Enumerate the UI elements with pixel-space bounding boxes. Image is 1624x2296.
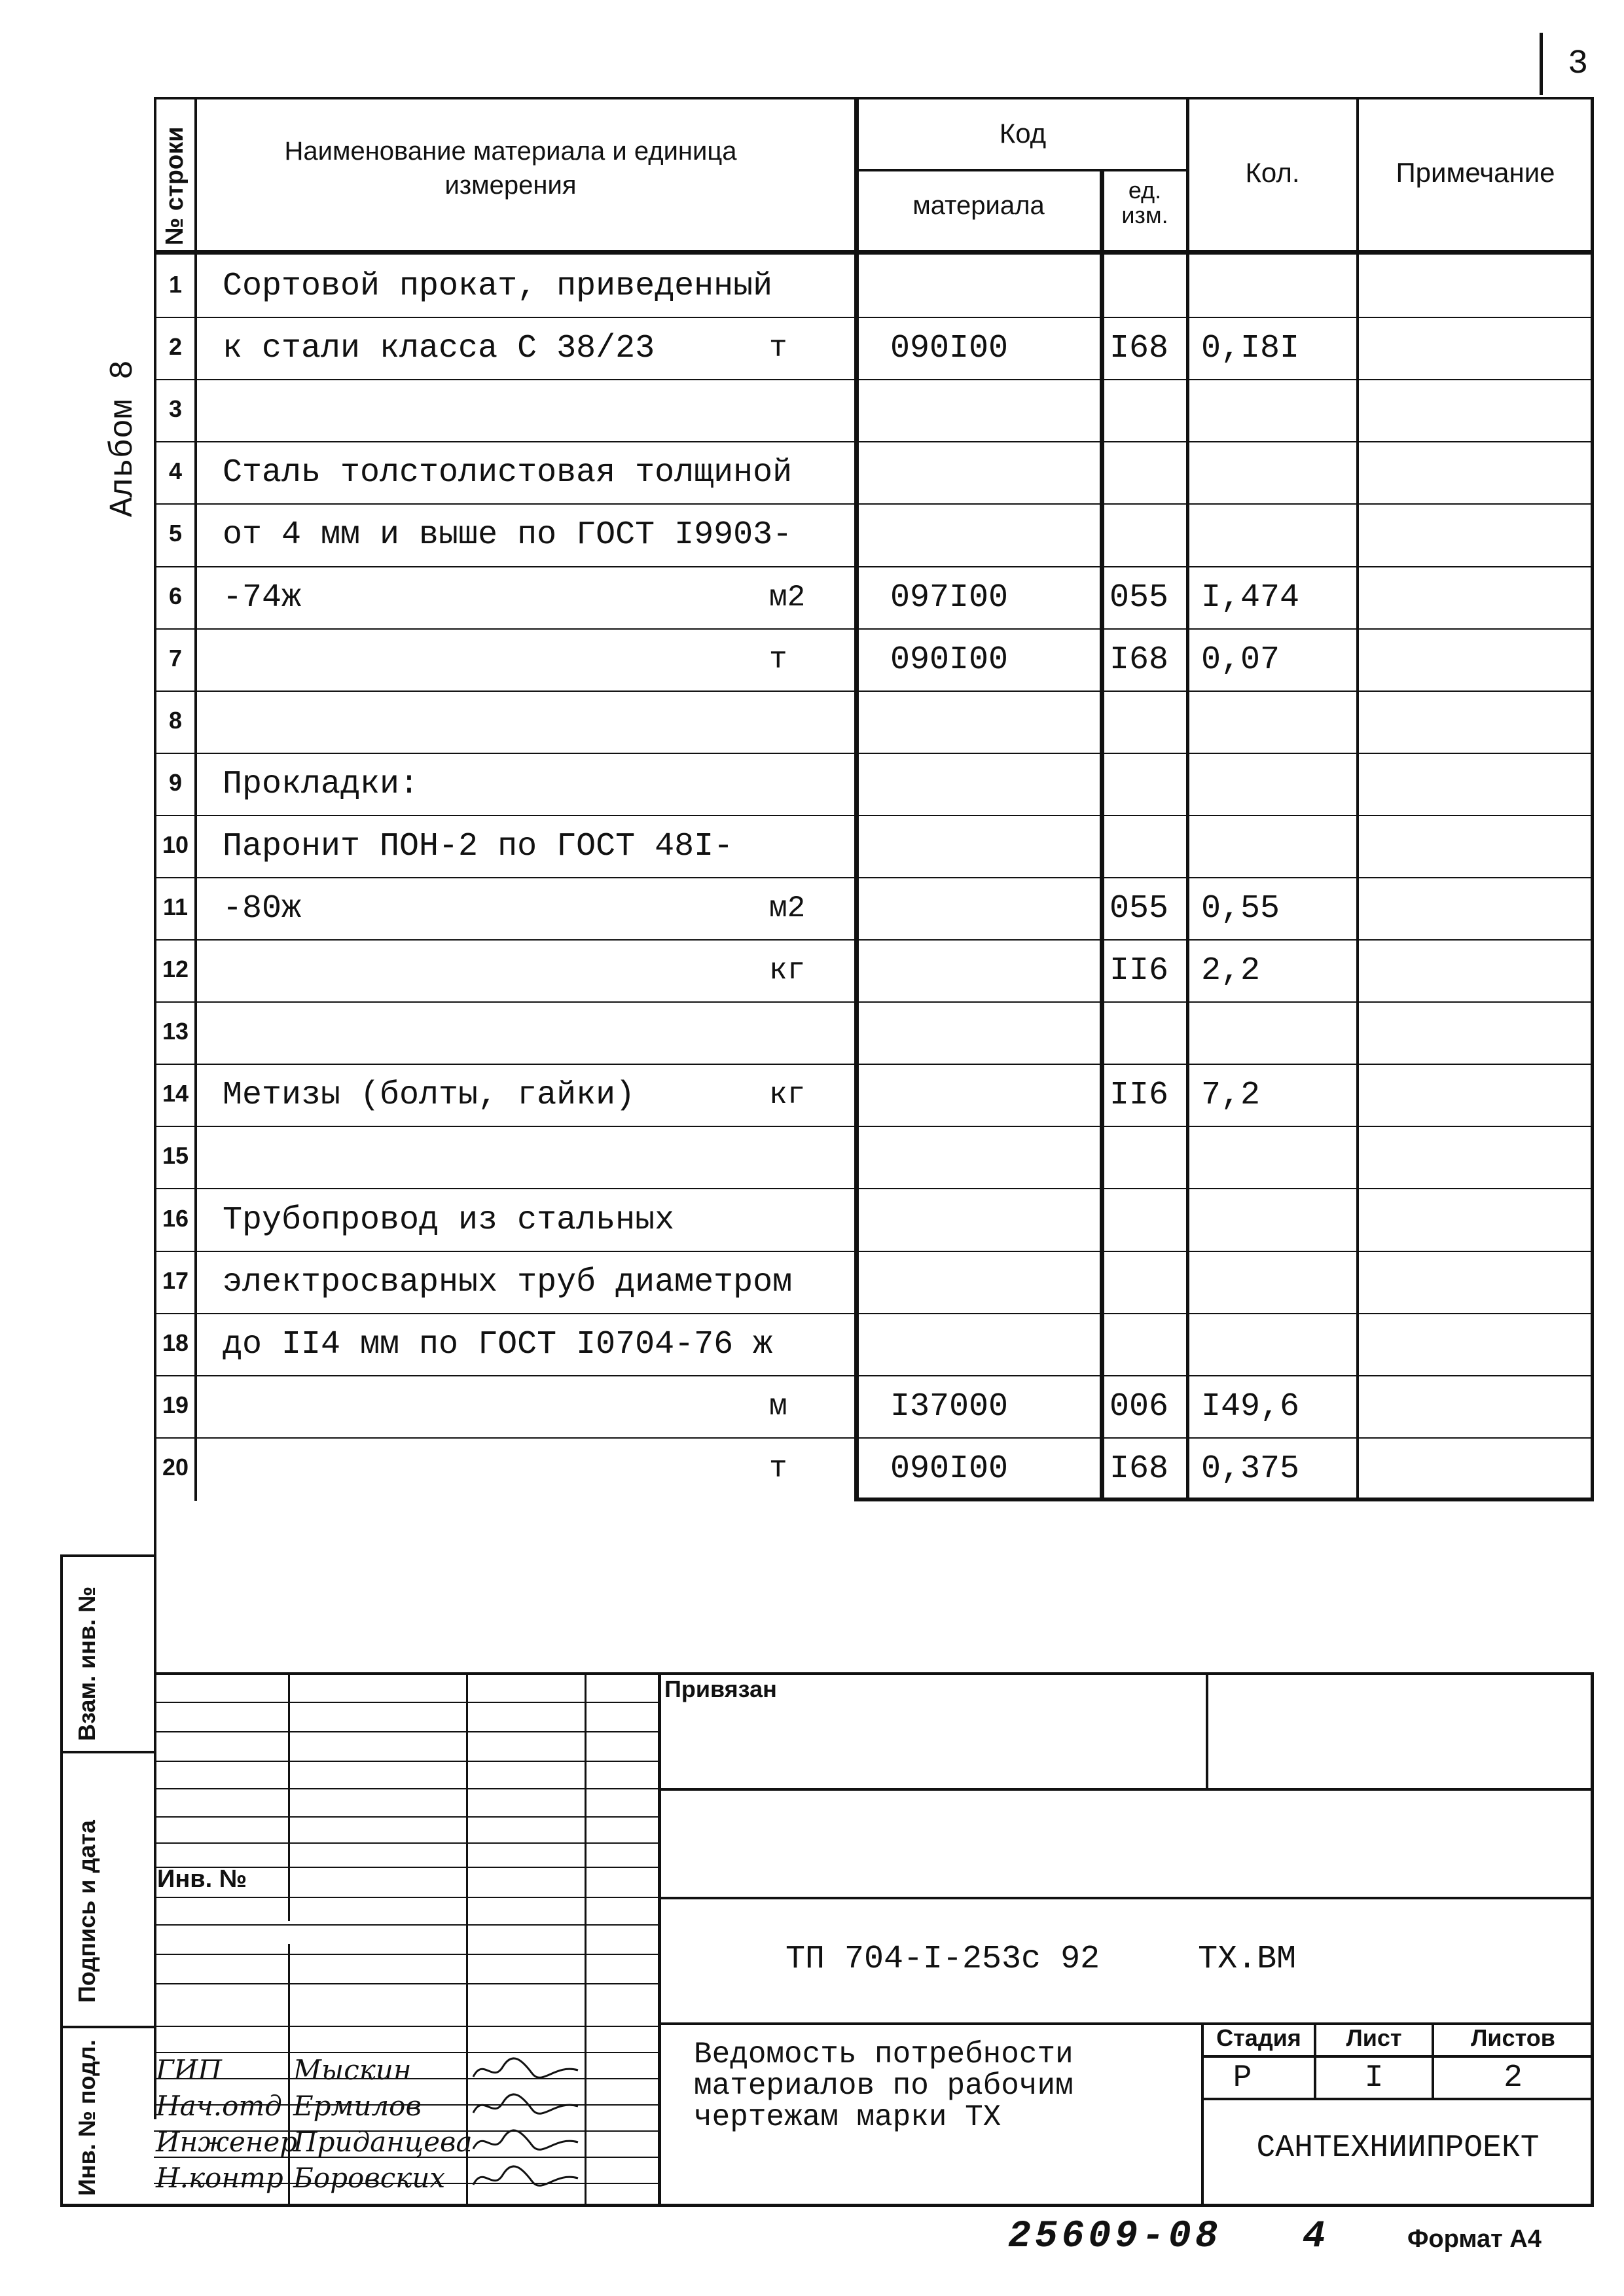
unit-name: м2	[769, 581, 806, 615]
unit-name: т	[769, 1452, 787, 1486]
table-border-right	[1591, 97, 1594, 1501]
header-bottom-line	[154, 250, 1594, 255]
signer-role: ГИП	[156, 2054, 223, 2086]
material-name: от 4 мм и выше по ГОСТ I9903-	[223, 516, 793, 554]
format-label: Формат А4	[1407, 2225, 1542, 2253]
page-number: 3	[1568, 45, 1589, 83]
side-label-inv-podl: Инв. № подл.	[73, 2039, 100, 2196]
unit-name: кг	[769, 954, 806, 988]
signer-name: Ермилов	[293, 2090, 422, 2122]
quantity: 0,I8I	[1201, 330, 1300, 367]
material-code: 090I00	[890, 1450, 1009, 1488]
row-divider	[154, 317, 1594, 318]
quantity: 2,2	[1201, 952, 1261, 990]
header-note: Примечание	[1396, 157, 1555, 188]
row-number: 7	[168, 645, 183, 672]
signer-role: Н.контр	[156, 2162, 283, 2194]
material-code: 097I00	[890, 579, 1009, 617]
row-divider	[154, 939, 1594, 941]
row-number: 4	[168, 457, 183, 484]
page-number-divider	[1540, 33, 1543, 95]
quantity: 0,375	[1201, 1450, 1300, 1488]
row-number: 13	[162, 1018, 189, 1045]
table-border-top	[154, 97, 1594, 99]
material-code: 090I00	[890, 330, 1009, 367]
material-name: -80ж	[223, 890, 302, 927]
unit-code: I68	[1110, 1450, 1169, 1488]
row-divider	[154, 815, 1594, 816]
material-code: I37000	[890, 1388, 1009, 1426]
header-unit: ед. изм.	[1121, 177, 1168, 228]
col-line-note	[1356, 97, 1359, 1501]
row-divider	[154, 1251, 1594, 1252]
signature-scribble	[470, 2090, 581, 2126]
signer-name: Приданцева	[293, 2126, 473, 2158]
side-strip-bottom	[60, 2204, 662, 2207]
table-border-bottom	[854, 1498, 1594, 1501]
material-name: Сталь толстолистовая толщиной	[223, 454, 793, 492]
material-name: Паронит ПОН-2 по ГОСТ 48I-	[223, 828, 734, 865]
row-number: 19	[162, 1391, 189, 1418]
org-name: САНТЕХНИИПРОЕКТ	[1256, 2130, 1540, 2166]
stamp-grid-line	[154, 1702, 659, 1703]
sheet-value: I	[1364, 2060, 1384, 2096]
stamp-vline3	[585, 1672, 586, 2206]
stamp-grid-line	[154, 1954, 659, 1955]
row-number: 1	[168, 271, 183, 298]
quantity: I,474	[1201, 579, 1300, 617]
quantity: 0,07	[1201, 641, 1280, 679]
row-number: 12	[162, 956, 189, 982]
row-number: 17	[162, 1267, 189, 1294]
sheets-value: 2	[1504, 2060, 1523, 2096]
privyazan-divider	[1206, 1672, 1208, 1790]
stage-value: Р	[1233, 2060, 1252, 2096]
sheet-mark: 4	[1303, 2215, 1326, 2258]
signer-role: Нач.отд	[156, 2090, 282, 2122]
row-divider	[154, 1375, 1594, 1376]
stage-label: Стадия	[1216, 2024, 1301, 2051]
side-label-podpis: Подпись и дата	[73, 1820, 100, 2003]
header-row-no: № строки	[161, 126, 189, 245]
code-row-top	[658, 1897, 1594, 1899]
row-number: 18	[162, 1329, 189, 1356]
stamp-title: Ведомость потребности материалов по рабочим чертежам марки ТХ	[694, 2037, 1074, 2134]
stamp-grid-line	[154, 1897, 659, 1898]
stamp-grid-line	[154, 1816, 659, 1818]
signature-scribble	[470, 2054, 581, 2090]
row-divider	[154, 566, 1594, 567]
unit-name: м	[769, 1390, 787, 1424]
album-label: Альбом 8	[105, 359, 142, 517]
stamp-grid-line	[154, 2052, 659, 2053]
side-strip-div1	[60, 1751, 155, 1753]
row-divider	[154, 877, 1594, 878]
row-divider	[154, 628, 1594, 630]
material-name: Прокладки:	[223, 766, 420, 803]
unit-code: I68	[1110, 641, 1169, 679]
material-name: Трубопровод из стальных	[223, 1202, 675, 1239]
side-strip-top	[60, 1554, 155, 1557]
stamp-bottom	[658, 2204, 1594, 2207]
stamp-vline1a	[288, 1672, 290, 1921]
signer-name: Боровских	[293, 2162, 446, 2194]
unit-code: 055	[1110, 579, 1169, 617]
header-code: Код	[999, 118, 1047, 149]
quantity: 7,2	[1201, 1077, 1261, 1114]
quantity: I49,6	[1201, 1388, 1300, 1426]
unit-name: т	[769, 331, 787, 365]
unit-name: т	[769, 643, 787, 677]
stamp-grid-line	[154, 2026, 659, 2027]
stamp-grid-line	[154, 1731, 659, 1732]
side-strip-div2	[60, 2026, 155, 2028]
header-name: Наименование материала и единица измерения	[284, 137, 737, 200]
row-number: 16	[162, 1205, 189, 1232]
doc-code: ТП 704-I-253с 92 ТХ.ВМ	[785, 1941, 1297, 1978]
row-divider	[154, 1001, 1594, 1003]
unit-code: 055	[1110, 890, 1169, 927]
row-number: 11	[162, 893, 189, 920]
stamp-top	[154, 1672, 1594, 1675]
material-name: Сортовой прокат, приведенный	[223, 268, 773, 305]
material-name: электросварных труб диаметром	[223, 1264, 793, 1301]
stamp-grid-line	[154, 1924, 659, 1926]
row-divider	[154, 1064, 1594, 1065]
row-number: 14	[162, 1080, 189, 1107]
signature-scribble	[470, 2126, 581, 2162]
row-divider	[154, 753, 1594, 754]
row-number: 5	[168, 520, 183, 547]
unit-code: II6	[1110, 952, 1169, 990]
code-subheader-line	[854, 169, 1188, 171]
privyazan-label: Привязан	[664, 1676, 777, 1702]
sheet-label: Лист	[1346, 2024, 1402, 2051]
row-divider	[154, 1313, 1594, 1314]
privyazan-bottom	[658, 1788, 1594, 1791]
unit-name: кг	[769, 1078, 806, 1112]
row-divider	[154, 691, 1594, 692]
stamp-grid-line	[154, 1842, 659, 1844]
stamp-grid-line	[154, 1983, 659, 1984]
row-number: 3	[168, 395, 183, 422]
signature-scribble	[470, 2162, 581, 2198]
side-label-vzam: Взам. инв. №	[73, 1586, 100, 1741]
unit-code: II6	[1110, 1077, 1169, 1114]
row-number: 6	[168, 583, 183, 609]
row-number: 9	[168, 769, 183, 796]
row-number: 2	[168, 333, 183, 360]
archive-number: 25609-08	[1008, 2215, 1222, 2258]
row-divider	[154, 503, 1594, 505]
stamp-grid-line	[154, 1788, 659, 1789]
material-name: к стали класса С 38/23	[223, 330, 655, 367]
row-number: 10	[162, 831, 189, 858]
row-number: 8	[168, 707, 183, 734]
row-divider	[154, 1126, 1594, 1127]
row-number: 15	[162, 1142, 189, 1169]
row-divider	[154, 441, 1594, 442]
signer-name: Мыскин	[293, 2054, 412, 2086]
material-code: 090I00	[890, 641, 1009, 679]
row-divider	[154, 1188, 1594, 1189]
unit-code: I68	[1110, 330, 1169, 367]
signer-role: Инженер	[156, 2126, 298, 2158]
side-strip-left	[60, 1554, 63, 2206]
col-line-unitcode	[1100, 171, 1104, 1501]
stamp-right	[1591, 1672, 1594, 2206]
row-divider	[154, 379, 1594, 380]
inv-no-label: Инв. №	[157, 1865, 247, 1893]
col-line-qty	[1186, 97, 1189, 1501]
stage-header-bottom	[1201, 2055, 1594, 2058]
header-material: материала	[912, 191, 1045, 220]
header-qty: Кол.	[1245, 157, 1300, 188]
stamp-grid-line	[154, 1761, 659, 1762]
unit-code: 006	[1110, 1388, 1169, 1426]
row-divider	[154, 1437, 1594, 1439]
unit-name: м2	[769, 891, 806, 925]
col-line-code	[854, 97, 859, 1501]
stage-values-bottom	[1201, 2098, 1594, 2100]
stamp-divider-main	[658, 1672, 661, 2206]
material-name: до II4 мм по ГОСТ I0704-76 ж	[223, 1326, 773, 1363]
row-number: 20	[162, 1454, 189, 1480]
material-name: -74ж	[223, 579, 302, 617]
material-name: Метизы (болты, гайки)	[223, 1077, 636, 1114]
sheets-label: Листов	[1471, 2024, 1555, 2051]
quantity: 0,55	[1201, 890, 1280, 927]
